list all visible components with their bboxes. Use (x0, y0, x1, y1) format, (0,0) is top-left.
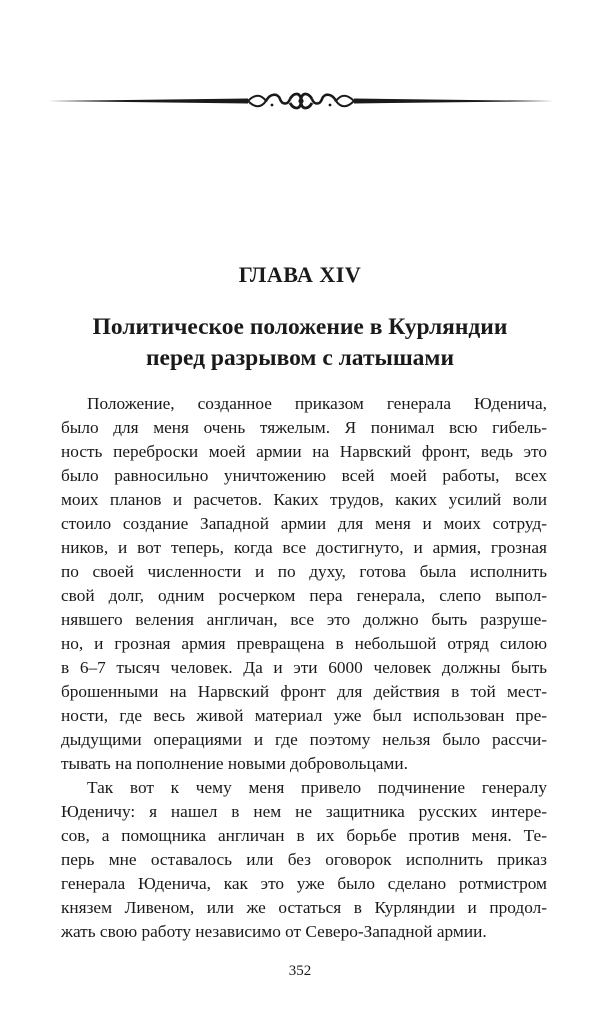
text-line: генерала Юденича, как это уже было сделано ротмистром (61, 874, 547, 893)
text-line: Юденичу: я нашел в нем не защитника русских интере- (61, 802, 547, 821)
text-line: брошенными на Нарвский фронт для действия в той мест- (61, 682, 547, 701)
text-line: было равносильно уничтожению всей моей работы, всех (61, 466, 547, 485)
text-line: дыдущими операциями и где поэтому нельзя было рассчи- (61, 730, 547, 749)
text-line: ность переброски моей армии на Нарвский фронт, ведь это (61, 442, 547, 461)
text-line: сов, а помощника англичан в их борьбе против меня. Те- (61, 826, 547, 845)
text-line: ников, и вот теперь, когда все достигнуто, и армия, грозная (61, 538, 547, 557)
text-line: свой долг, одним росчерком пера генерала, слепо выпол- (61, 586, 547, 605)
header-ornament (48, 90, 554, 112)
chapter-title-line: Политическое положение в Курляндии (92, 314, 508, 340)
text-line: Положение, созданное приказом генерала Юденича, (87, 394, 547, 413)
text-line: перь мне оставалось или без оговорок исполнить приказ (61, 850, 547, 869)
text-line: жать свою работу независимо от Северо-Западной армии. (61, 922, 487, 941)
text-line: тывать на пополнение новыми добровольцами. (61, 754, 408, 773)
chapter-number: ГЛАВА XIV (238, 262, 362, 287)
page-number: 352 (288, 963, 312, 979)
text-line: стоило создание Западной армии для меня и моих сотруд- (61, 514, 547, 533)
text-line: в 6–7 тысяч человек. Да и эти 6000 человек должны быть (61, 658, 547, 677)
text-line: по своей численности и по духу, готова была исполнить (61, 562, 547, 581)
text-line: Так вот к чему меня привело подчинение генералу (87, 778, 547, 797)
body-text (61, 392, 547, 944)
text-line: моих планов и расчетов. Каких трудов, каких усилий воли (61, 490, 547, 509)
text-line: но, и грозная армия превращена в небольшой отряд силою (61, 634, 547, 653)
chapter-title-line: перед разрывом с латышами (146, 345, 454, 371)
text-line: было для меня очень тяжелым. Я понимал всю гибель- (61, 418, 547, 437)
chapter-title (40, 312, 560, 374)
text-line: нявшего веления англичан, все это должно быть разруше- (61, 610, 547, 629)
text-line: князем Ливеном, или же остаться в Курляндии и продол- (61, 898, 547, 917)
paragraph-2 (61, 776, 547, 944)
text-line: ности, где весь живой материал уже был использован пре- (61, 706, 547, 725)
paragraph-1 (61, 392, 547, 776)
